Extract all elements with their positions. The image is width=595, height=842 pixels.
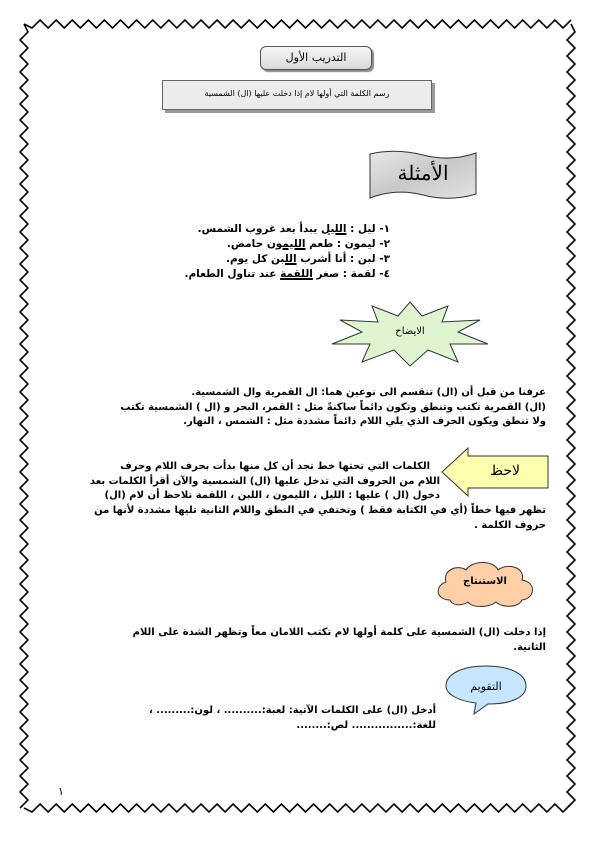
zigzag-border-edge bbox=[24, 804, 571, 812]
underlined-word: الليمون bbox=[266, 238, 306, 250]
evaluation-heading: التقويم bbox=[470, 680, 502, 693]
note-line: دخول (ال ) عليها : الليل ، الليمون ، اللبن ، اللقمة نلاحظ أن لام (ال) bbox=[104, 490, 440, 501]
explanation-paragraph bbox=[56, 386, 546, 430]
example-line: ٤- لقمة : صغر اللقمة عند تناول الطعام. bbox=[184, 268, 390, 280]
exercise-title: التدريب الأول bbox=[260, 46, 372, 70]
conclusion-line: الثانية. bbox=[513, 641, 546, 653]
lesson-instruction: رسم الكلمة التي أولها لام إذا دخلت عليها (ال) الشمسية bbox=[162, 80, 432, 110]
note-paragraph-top bbox=[56, 460, 440, 504]
explanation-line: ولا تنطق ويكون الحرف الذي يلي اللام دائماً مشددة مثل : الشمس ، النهار. bbox=[183, 416, 546, 427]
explanation-line: عرفنا من قبل أن (ال) تنقسم الى نوعين هما: ال القمرية وال الشمسية. bbox=[191, 387, 546, 398]
zigzag-border-edge bbox=[20, 24, 28, 808]
underlined-word: اللقمة bbox=[280, 268, 313, 280]
explanation-heading: الايضاح bbox=[395, 326, 425, 337]
note-line: اللام من الحروف التي تدخل عليها (ال) الشمسية والآن أقرأ الكلمات بعد bbox=[89, 475, 440, 487]
evaluation-paragraph bbox=[116, 704, 436, 733]
zigzag-border-edge bbox=[567, 24, 575, 808]
evaluation-line: أدخل (ال) على الكلمات الآتية: لعبة:.......... ، لون:......... ، bbox=[148, 705, 436, 716]
example-line: ١- ليل : الليل يبدأ بعد غروب الشمس. bbox=[197, 223, 390, 235]
explanation-line: (ال) القمرية تكتب وتنطق وتكون دائماً ساكنةً مثل : القمر، البحر و (ال ) الشمسية تكتب bbox=[120, 401, 546, 413]
note-heading: لاحظ bbox=[490, 463, 520, 479]
page-number: ١ bbox=[58, 785, 64, 798]
note-line: حروف الكلمة . bbox=[474, 519, 546, 531]
example-line: ٢- ليمون : طعم الليمون حامض. bbox=[226, 238, 390, 250]
zigzag-border-edge bbox=[24, 20, 571, 28]
conclusion-paragraph bbox=[56, 626, 546, 655]
note-line: الكلمات التي تحتها خط تجد أن كل منها بدأت بحرف اللام وحرف bbox=[120, 461, 430, 472]
underlined-word: اللبن bbox=[270, 253, 297, 265]
conclusion-heading: الاستنتاج bbox=[463, 576, 507, 587]
evaluation-line: للغة:................ لص:........ bbox=[296, 719, 436, 731]
conclusion-line: إذا دخلت (ال) الشمسية على كلمة أولها لام تكتب اللامان معاً وتظهر الشدة على اللام bbox=[132, 627, 546, 638]
examples-heading: الأمثلة bbox=[397, 161, 449, 185]
example-line: ٣- لبن : أنا أشرب اللبن كل يوم. bbox=[225, 253, 390, 265]
examples-list bbox=[150, 222, 390, 282]
note-line: تظهر فيها خطاً (أي في الكتابة فقط ) وتختفي في النطق واللام الثانية تليها مشددة لأنها من bbox=[94, 505, 546, 516]
underlined-word: الليل bbox=[320, 223, 347, 235]
note-paragraph-bottom bbox=[56, 504, 546, 533]
